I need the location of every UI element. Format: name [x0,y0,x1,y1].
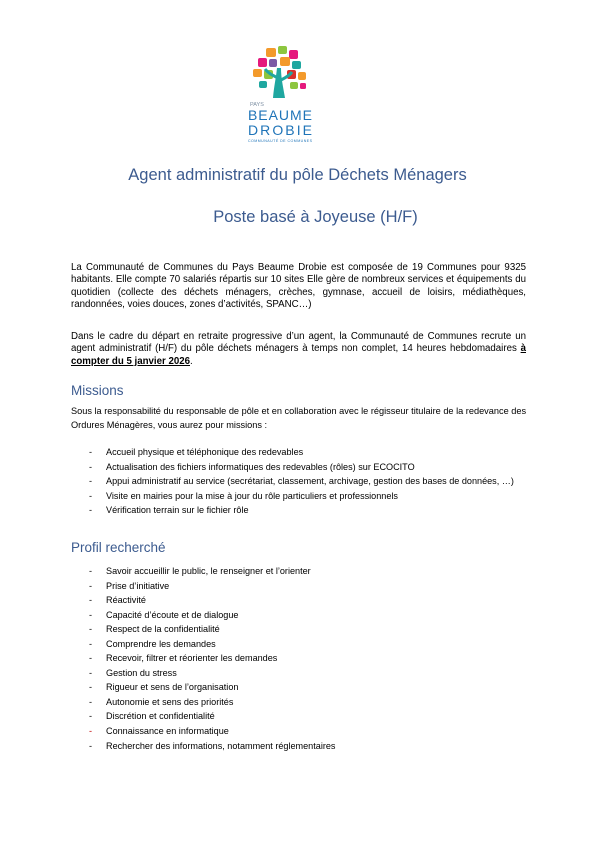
profil-heading: Profil recherché [71,540,166,555]
logo-pays: PAYS [250,102,264,108]
list-item: - Réactivité [89,593,529,608]
intro-paragraph-1: La Communauté de Communes du Pays Beaume Drobie est composée de 19 Communes pour 9325 habitants. Elle compte 70 salariés répartis sur 10 sites Elle gère de nombreux services et équipements du quotidien (collecte des déchets ménagers, crèches, gymnase, accueil de loisirs, médiathèques, randonnées, voies douces, zones d’activités, SPANC…) [71,262,526,311]
list-item: - Autonomie et sens des priorités [89,695,529,710]
list-item: - Capacité d’écoute et de dialogue [89,608,529,623]
missions-list [89,446,529,519]
list-item: - Connaissance en informatique [89,724,529,739]
profil-list [89,564,529,753]
list-item: - Comprendre les demandes [89,637,529,652]
list-item: - Prise d’initiative [89,579,529,594]
list-item: - Respect de la confidentialité [89,622,529,637]
list-item: - Rechercher des informations, notamment réglementaires [89,739,529,754]
list-item: - Discrétion et confidentialité [89,709,529,724]
job-location: Poste basé à Joyeuse (H/F) [213,208,418,226]
intro-paragraph-2 [71,331,526,368]
job-title: Agent administratif du pôle Déchets Ménagers [128,166,467,184]
list-item: - Appui administratif au service (secrétariat, classement, archivage, gestion des bases de données, …) [89,475,529,487]
intro-paragraph-2-end: . [190,355,193,367]
list-item: - Vérification terrain sur le fichier rôle [89,504,529,516]
list-item: - Visite en mairies pour la mise à jour du rôle particuliers et professionnels [89,490,529,502]
list-item: - Recevoir, filtrer et réorienter les demandes [89,651,529,666]
tree-logo-icon [240,42,320,152]
list-item: - Gestion du stress [89,666,529,681]
missions-intro: Sous la responsabilité du responsable de pôle et en collaboration avec le régisseur titulaire de la redevance des Ordures Ménagères, vous aurez pour missions : [71,406,527,430]
logo-communaute: COMMUNAUTÉ DE COMMUNES [248,139,312,143]
logo-drobie: DROBIE [248,122,312,138]
logo-beaume: BEAUME [248,107,312,123]
list-item: - Accueil physique et téléphonique des redevables [89,446,529,458]
list-item: - Actualisation des fichiers informatiques des redevables (rôles) sur ECOCITO [89,461,529,473]
pays-beaume-drobie-logo [240,42,320,152]
list-item: - Rigueur et sens de l’organisation [89,680,529,695]
list-item: - Savoir accueillir le public, le renseigner et l’orienter [89,564,529,579]
intro-paragraph-2-text: Dans le cadre du départ en retraite progressive d’un agent, la Communauté de Communes recrute un agent administratif (H/F) du pôle déchets ménagers à temps non complet, 14 heures hebdomadaires [71,331,526,355]
start-date: à compter du 5 janvier 2026 [71,343,526,367]
missions-heading: Missions [71,383,124,398]
